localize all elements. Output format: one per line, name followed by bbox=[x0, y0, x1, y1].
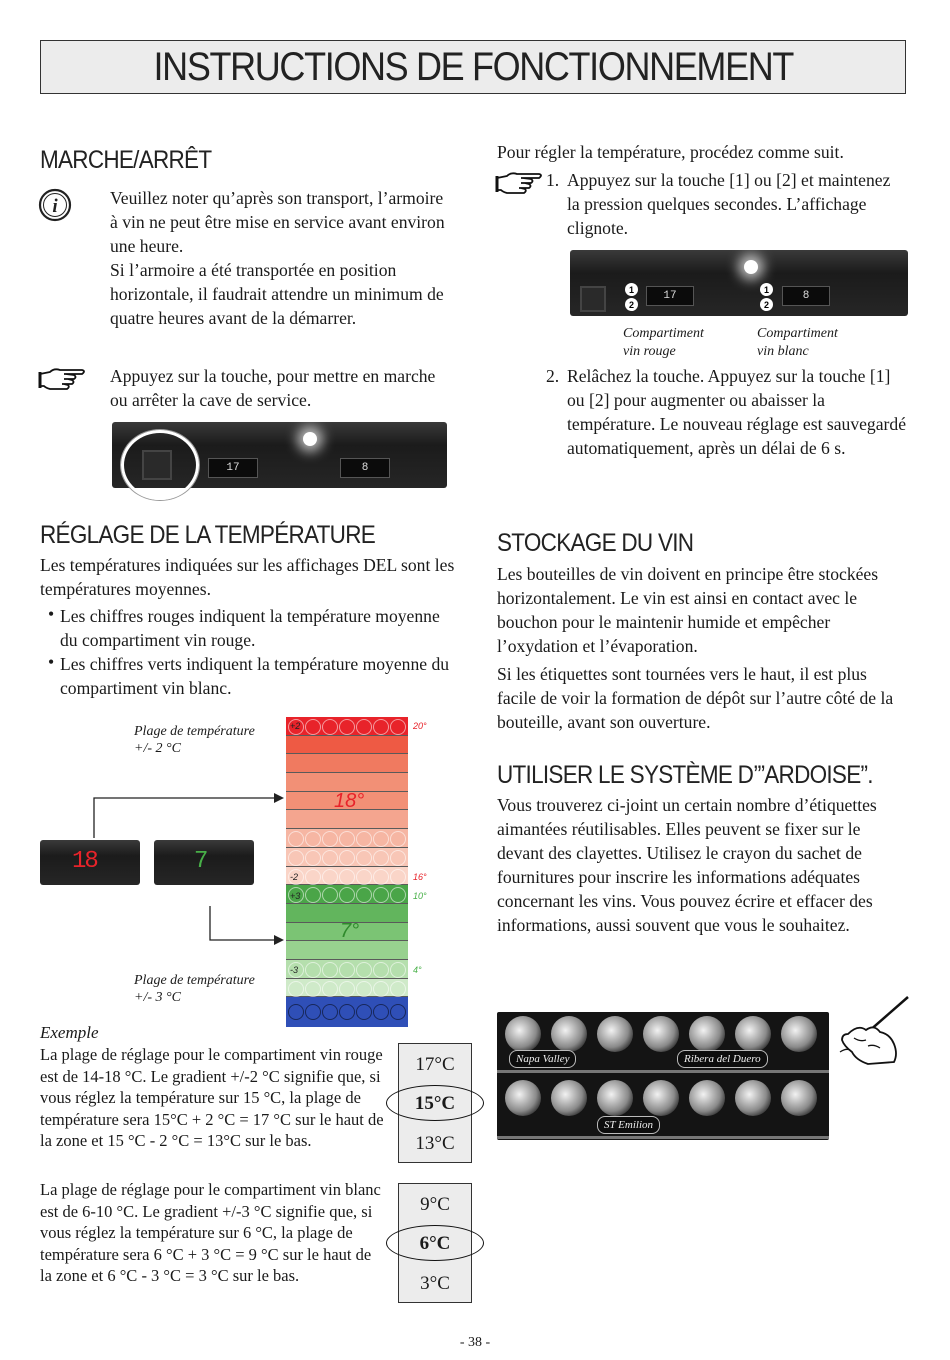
ardoise-paragraph: Vous trouverez ci-joint un certain nombre d’étiquettes aimantées réutilisables. Elles peuvent se fixer sur le devant des clayettes. Utilisez le crayon du sachet de fournitures pour inscrire les informations adéquates concernant les vins. Vous pouvez écrire et effacer des informations, aussi souvent que vous le souhaitez. bbox=[497, 795, 877, 935]
page-title: INSTRUCTIONS DE FONCTIONNEMENT bbox=[153, 44, 793, 89]
green-zone-row bbox=[286, 960, 408, 979]
key-2-white: 2 bbox=[760, 298, 773, 311]
display-value-right: 8 bbox=[802, 290, 810, 302]
reglage-intro: Les températures indiquées sur les affichages DEL sont les températures moyennes. bbox=[40, 555, 455, 599]
plage-top-label-1: Plage de température bbox=[134, 724, 255, 739]
power-key bbox=[580, 286, 606, 312]
bottle-circle bbox=[390, 1004, 406, 1020]
wine-bottle bbox=[735, 1080, 771, 1116]
key-1-red: 1 bbox=[625, 283, 638, 296]
stockage-paragraph-2: Si les étiquettes sont tournées vers le haut, il est plus facile de voir la formation de dépôt sur l’autre côté de la bouteille, avant son ouverture. bbox=[497, 664, 894, 732]
bottle-circle bbox=[356, 869, 372, 885]
plage-top-label-2: +/- 2 °C bbox=[134, 741, 181, 756]
bullet-2: Les chiffres verts indiquent la température moyenne du compartiment vin blanc. bbox=[60, 654, 450, 698]
green-zone-value: 7° bbox=[340, 920, 360, 942]
bottle-circle bbox=[356, 962, 372, 978]
wine-bottle bbox=[689, 1080, 725, 1116]
bottle-circle bbox=[356, 1004, 372, 1020]
bottle-circle bbox=[305, 981, 321, 997]
panel-light bbox=[744, 260, 758, 274]
blue-zone bbox=[286, 997, 408, 1027]
step-2-text: Relâchez la touche. Appuyez sur la touche [1] ou [2] pour augmenter ou abaisser la température. Le nouveau réglage est sauvegardé automatiquement, après un délai de 6 s. bbox=[567, 366, 906, 458]
example-red-top: 17°C bbox=[415, 1054, 455, 1075]
power-key-highlight bbox=[121, 430, 199, 500]
bottle-circle bbox=[356, 831, 372, 847]
example-white-top: 9°C bbox=[420, 1194, 450, 1215]
bottle-circle bbox=[322, 887, 338, 903]
display-value-left: 17 bbox=[226, 462, 240, 474]
heading-ardoise: UTILISER LE SYSTÈME D’”ARDOISE”. bbox=[497, 761, 873, 789]
bottle-circle bbox=[288, 850, 304, 866]
plage-bottom-label-1: Plage de température bbox=[134, 973, 255, 988]
green-zone-row bbox=[286, 941, 408, 960]
bottle-circle bbox=[288, 981, 304, 997]
wine-bottle bbox=[551, 1016, 587, 1052]
red-zone-max: 20° bbox=[413, 721, 427, 731]
wine-bottle bbox=[735, 1016, 771, 1052]
bottle-circle bbox=[305, 869, 321, 885]
green-zone-bottom-delta: -3 bbox=[290, 965, 299, 975]
red-zone-row bbox=[286, 773, 408, 792]
bottle-circle bbox=[373, 887, 389, 903]
heading-reglage: RÉGLAGE DE LA TEMPÉRATURE bbox=[40, 521, 376, 549]
bottle-circle bbox=[356, 850, 372, 866]
green-zone-top-delta: +3 bbox=[290, 891, 301, 901]
display-value-right: 8 bbox=[361, 462, 369, 474]
bottle-circle bbox=[305, 887, 321, 903]
shelf-edge bbox=[497, 1136, 829, 1139]
bottle-circle bbox=[288, 1004, 304, 1020]
stockage-paragraph-1: Les bouteilles de vin doivent en principe être stockées horizontalement. Le vin est ainsi en contact avec le bouchon pour le maintenir humide et empêcher l’oxydation et l’évaporation. bbox=[497, 564, 879, 656]
bottle-circle bbox=[390, 962, 406, 978]
bottle-circle bbox=[373, 869, 389, 885]
pointing-hand-icon bbox=[495, 170, 545, 196]
wine-bottle bbox=[551, 1080, 587, 1116]
red-zone-row bbox=[286, 848, 408, 867]
bottle-circle bbox=[373, 831, 389, 847]
red-zone-row bbox=[286, 829, 408, 848]
key-1-white: 1 bbox=[760, 283, 773, 296]
bottle-circle bbox=[356, 887, 372, 903]
bottle-circle bbox=[390, 869, 406, 885]
wine-shelves-photo bbox=[497, 1012, 829, 1140]
bottle-circle bbox=[339, 869, 355, 885]
highlight-oval-red bbox=[386, 1085, 484, 1121]
green-zone-row bbox=[286, 979, 408, 998]
bullet-1: Les chiffres rouges indiquent la température moyenne du compartiment vin rouge. bbox=[60, 606, 440, 650]
shelf-edge bbox=[497, 1070, 829, 1073]
example-red-bottom: 13°C bbox=[415, 1133, 455, 1154]
bottle-circle bbox=[322, 962, 338, 978]
caption-red-2: vin rouge bbox=[623, 344, 676, 359]
bottle-circle bbox=[373, 1004, 389, 1020]
page-number: - 38 - bbox=[459, 1335, 491, 1350]
bottle-circle bbox=[322, 1004, 338, 1020]
heading-stockage: STOCKAGE DU VIN bbox=[497, 529, 694, 557]
bottle-circle bbox=[356, 719, 372, 735]
bottle-circle bbox=[390, 887, 406, 903]
wine-bottle bbox=[597, 1016, 633, 1052]
red-display-photo bbox=[40, 840, 140, 885]
bottle-circle bbox=[288, 831, 304, 847]
red-display bbox=[208, 458, 258, 478]
bottle-circle bbox=[373, 719, 389, 735]
wine-bottle bbox=[505, 1080, 541, 1116]
red-zone-row bbox=[286, 867, 408, 886]
step-2-number: 2. bbox=[546, 366, 560, 386]
step-1-text: Appuyez sur la touche [1] ou [2] et maintenez la pression quelques secondes. L’affichage clignote. bbox=[567, 170, 891, 238]
bottle-circle bbox=[322, 831, 338, 847]
red-zone-value: 18° bbox=[334, 790, 365, 812]
green-zone-row bbox=[286, 885, 408, 904]
bottle-circle bbox=[390, 719, 406, 735]
bottle-circle bbox=[305, 1004, 321, 1020]
bottle-circle bbox=[390, 831, 406, 847]
red-zone-top-delta: +2 bbox=[290, 721, 301, 731]
bottle-circle bbox=[305, 831, 321, 847]
plage-bottom-label-2: +/- 3 °C bbox=[134, 990, 181, 1005]
bottle-circle bbox=[373, 962, 389, 978]
red-zone-bottom-delta: -2 bbox=[290, 872, 299, 882]
bottle-circle bbox=[339, 850, 355, 866]
bullet-dot-1: • bbox=[48, 604, 55, 624]
wine-bottle bbox=[597, 1080, 633, 1116]
bottle-circle bbox=[390, 981, 406, 997]
caption-white-1: Compartiment bbox=[757, 326, 838, 341]
bottle-circle bbox=[322, 719, 338, 735]
exemple-label: Exemple bbox=[40, 1023, 99, 1042]
red-zone-row bbox=[286, 736, 408, 755]
bottle-circle bbox=[373, 981, 389, 997]
bottle-circle bbox=[322, 869, 338, 885]
red-zone-row bbox=[286, 810, 408, 829]
marche-paragraph-1: Veuillez noter qu’après son transport, l’armoire à vin ne peut être mise en service avant environ une heure. bbox=[110, 188, 445, 256]
pointing-hand-icon bbox=[38, 366, 88, 392]
bottle-circle bbox=[339, 887, 355, 903]
bottle-circle bbox=[339, 719, 355, 735]
caption-white-2: vin blanc bbox=[757, 344, 809, 359]
slate-label-2: Ribera del Duero bbox=[677, 1050, 768, 1068]
bottle-circle bbox=[339, 1004, 355, 1020]
bottle-circle bbox=[322, 850, 338, 866]
caption-red-1: Compartiment bbox=[623, 326, 704, 341]
panel-light bbox=[303, 432, 317, 446]
example-white-bottom: 3°C bbox=[420, 1273, 450, 1294]
wine-bottle bbox=[505, 1016, 541, 1052]
svg-text:i: i bbox=[52, 196, 58, 217]
exemple-paragraph-1: La plage de réglage pour le compartiment vin rouge est de 14-18 °C. Le gradient +/-2 °C signifie que, si vous réglez la température sur 15 °C, la plage de température sera 15°C + 2 °C = 17 °C sur le haut de la zone et 15 °C - 2 °C = 13°C sur le bas. bbox=[40, 1045, 384, 1151]
bottle-circle bbox=[305, 719, 321, 735]
bottle-circle bbox=[390, 850, 406, 866]
wine-bottle bbox=[781, 1080, 817, 1116]
marche-paragraph-2: Si l’armoire a été transportée en position horizontale, il faudrait attendre un minimum de quatre heures avant de la démarrer. bbox=[110, 260, 444, 328]
bottle-circle bbox=[356, 981, 372, 997]
bottle-circle bbox=[373, 850, 389, 866]
wine-bottle bbox=[643, 1080, 679, 1116]
bottle-circle bbox=[339, 831, 355, 847]
wine-bottle bbox=[643, 1016, 679, 1052]
highlight-oval-white bbox=[386, 1225, 484, 1261]
red-zone-row bbox=[286, 717, 408, 736]
page-title-box bbox=[40, 40, 906, 94]
bullet-dot-2: • bbox=[48, 652, 55, 672]
exemple-paragraph-2: La plage de réglage pour le compartiment vin blanc est de 6-10 °C. Le gradient +/-3 °C signifie que, si vous réglez la température sur 6 °C, la plage de température sera 6 °C + 3 °C = 9 °C sur le haut de la zone et 6 °C - 3 °C = 3 °C sur le bas. bbox=[40, 1180, 381, 1286]
key-2-red: 2 bbox=[625, 298, 638, 311]
display-value-left: 17 bbox=[663, 290, 677, 302]
control-panel-keys-photo bbox=[570, 250, 908, 316]
white-display bbox=[782, 286, 830, 306]
green-display-photo bbox=[154, 840, 254, 885]
green-zone-min: 4° bbox=[413, 965, 422, 975]
writing-hand-icon bbox=[838, 994, 912, 1066]
bottle-circle bbox=[305, 850, 321, 866]
green-display-digits: 7 bbox=[194, 848, 209, 875]
marche-paragraph-3: Appuyez sur la touche, pour mettre en marche ou arrêter la cave de service. bbox=[110, 366, 436, 410]
red-zone-min: 16° bbox=[413, 872, 427, 882]
wine-bottle bbox=[781, 1016, 817, 1052]
green-zone-max: 10° bbox=[413, 891, 427, 901]
step-1-number: 1. bbox=[546, 170, 560, 190]
slate-label-3: ST Emilion bbox=[597, 1116, 660, 1134]
bottle-circle bbox=[339, 962, 355, 978]
red-display bbox=[646, 286, 694, 306]
heading-marche: MARCHE/ARRÊT bbox=[40, 146, 212, 174]
regler-intro: Pour régler la température, procédez comme suit. bbox=[497, 142, 844, 162]
bottle-circle bbox=[322, 981, 338, 997]
red-display-digits: 18 bbox=[72, 848, 97, 875]
wine-bottle bbox=[689, 1016, 725, 1052]
bottle-circle bbox=[339, 981, 355, 997]
info-icon bbox=[38, 188, 72, 222]
example-white-set: 6°C bbox=[419, 1233, 451, 1254]
red-zone-row bbox=[286, 754, 408, 773]
white-display bbox=[340, 458, 390, 478]
example-red-set: 15°C bbox=[414, 1093, 456, 1114]
bottle-circle bbox=[305, 962, 321, 978]
temperature-zones bbox=[286, 717, 408, 1027]
slate-label-1: Napa Valley bbox=[509, 1050, 576, 1068]
